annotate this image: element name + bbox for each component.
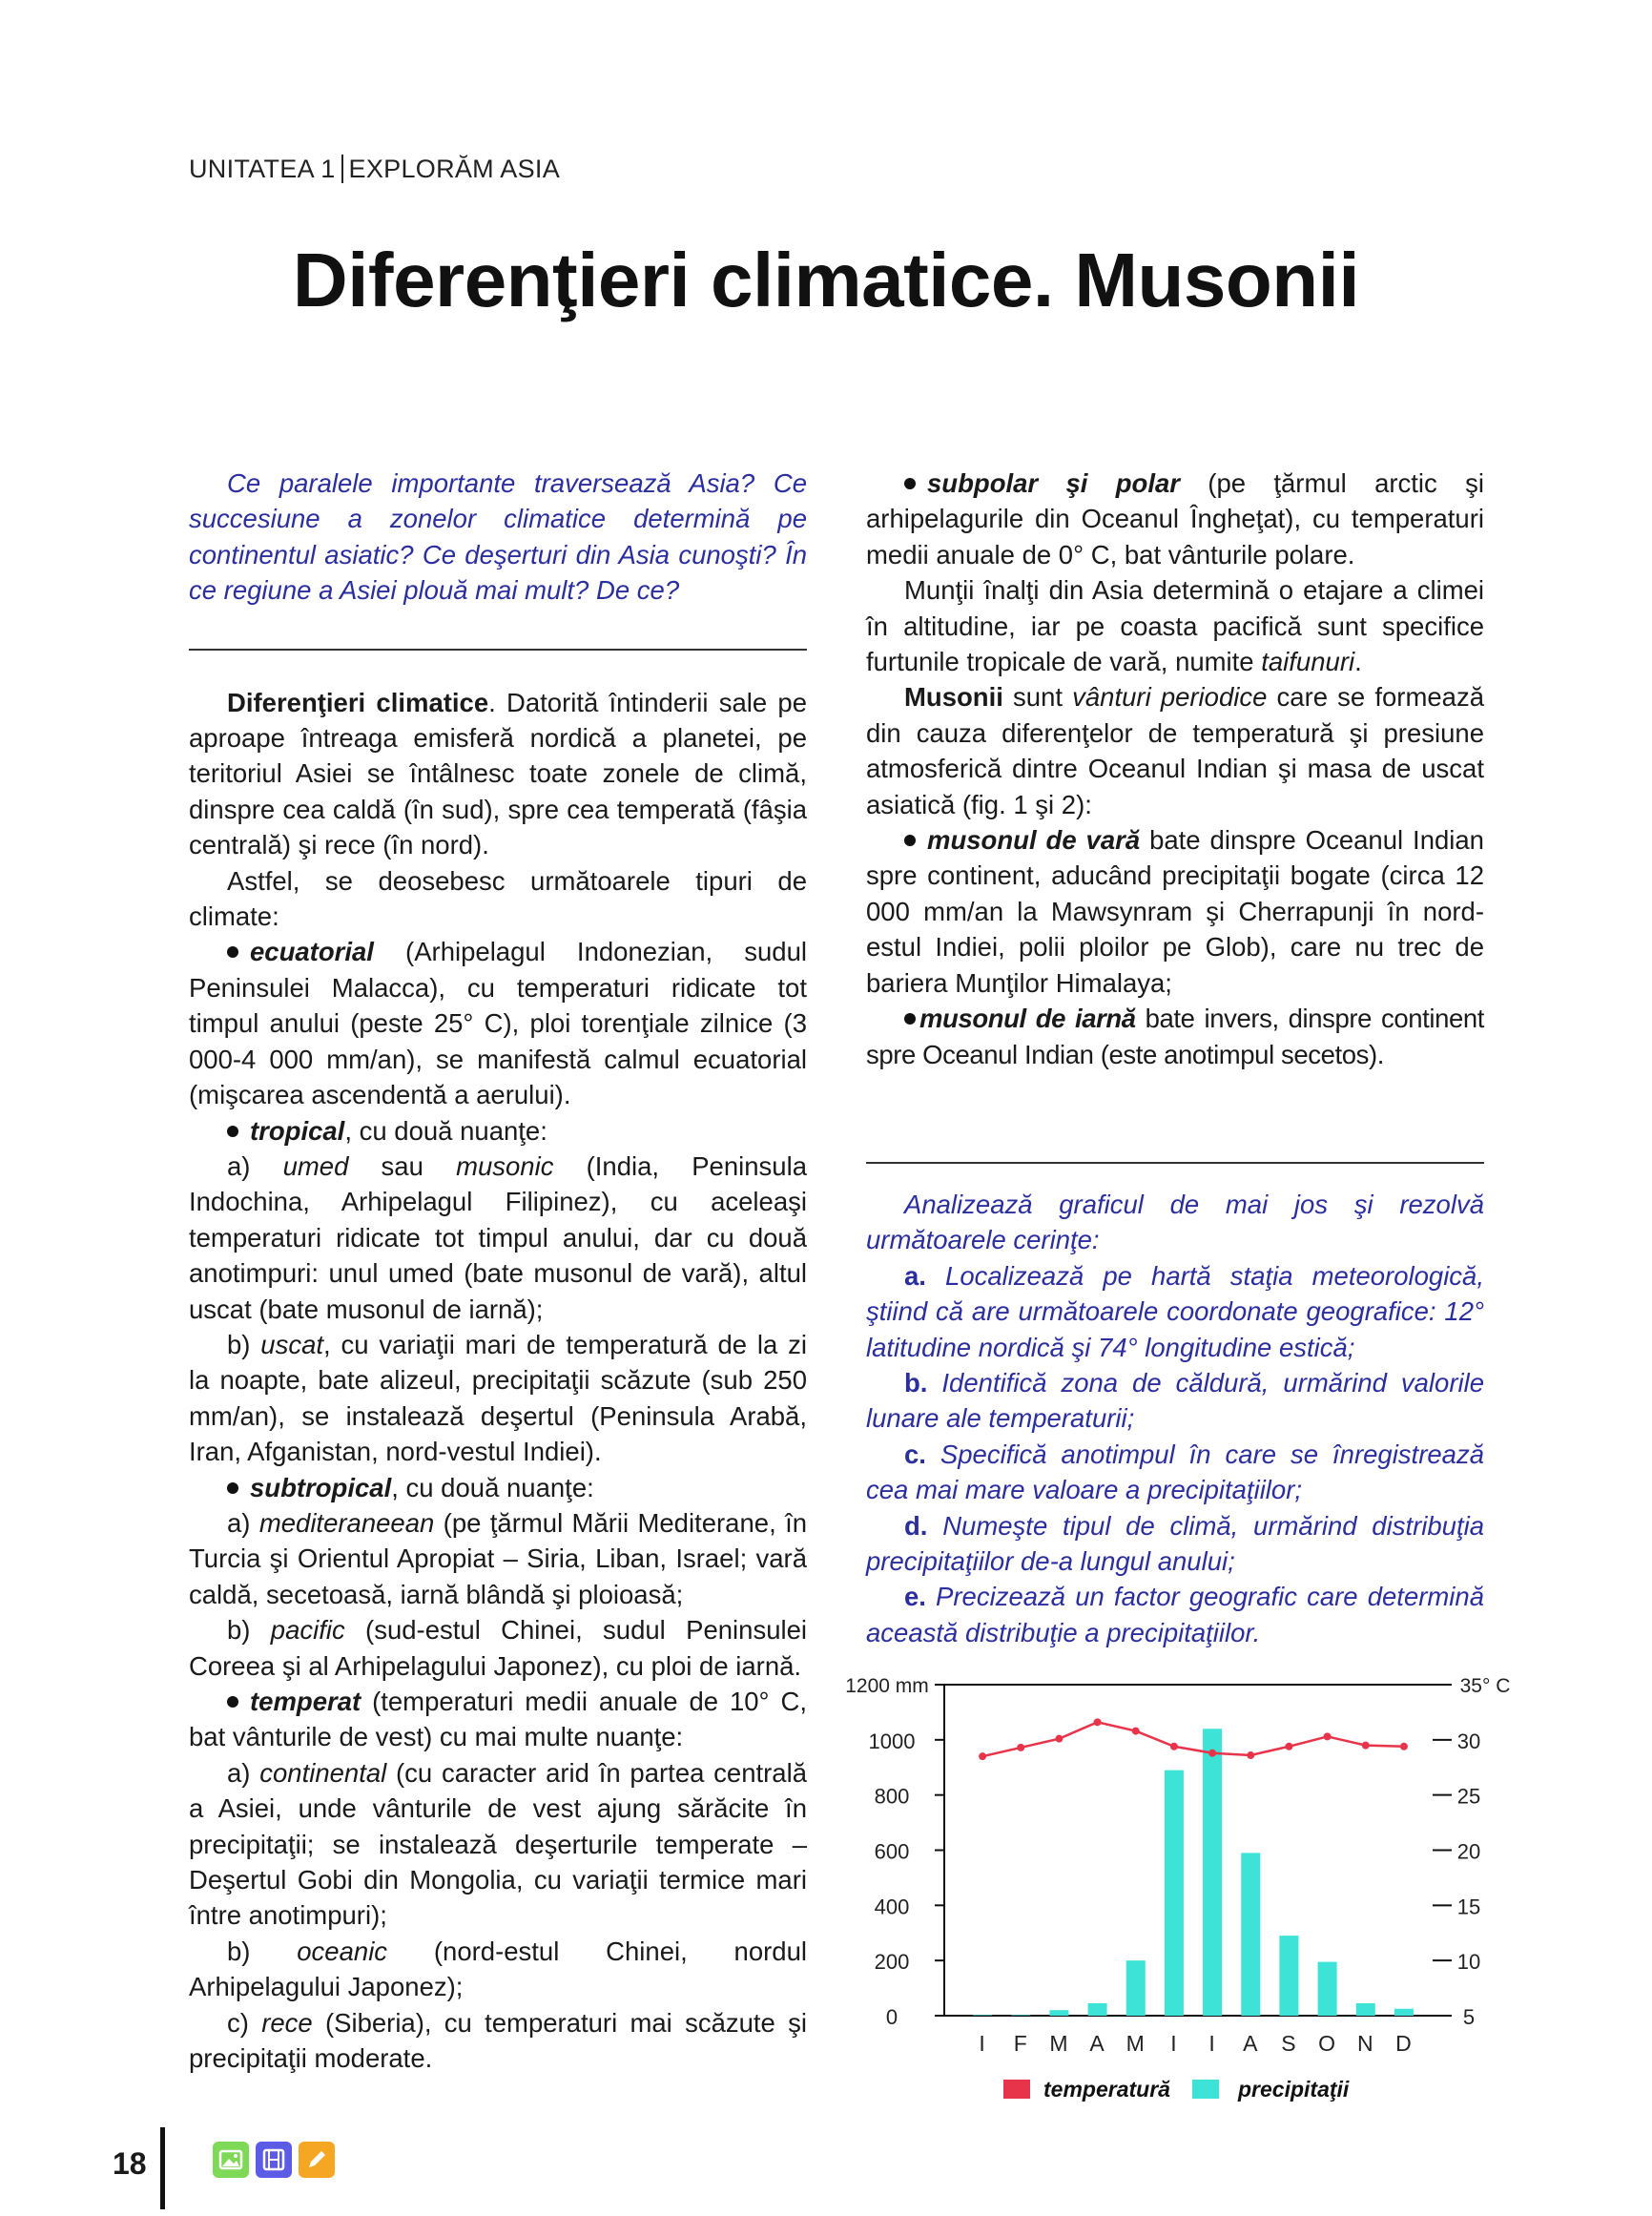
text: (pe ţărmul arctic şi arhipelagurile din Oceanul Îngheţat), cu temperaturi medii anuale de 0° C, bat vânturile polare. [866,468,1484,570]
precipitation-bar [1165,1771,1184,2016]
task-letter: d. [904,1510,928,1541]
exercise-task [866,1258,1484,1365]
bullet-icon [904,1013,916,1025]
footer-bar [160,2127,165,2209]
task-text: Numeşte tipul de climă, urmărind distribuţia precipitaţiilor de-a lungul anului; [866,1510,1484,1576]
y-left-tick-label: 1000 [868,1729,916,1753]
prefix: b) [227,1615,271,1646]
text: Munţii înalţi din Asia determină o etajare a climei în altitudine, iar pe coasta pacifică sunt specifice furtunile tropicale de vară, numite [866,575,1484,677]
month-label: I [1208,2031,1216,2056]
temperature-point [1017,1744,1024,1751]
task-letter: a. [904,1260,926,1291]
precipitation-bar [1011,2015,1030,2016]
y-left-tick-label: 400 [874,1895,910,1919]
legend-swatch-precipitation [1192,2080,1219,2099]
precipitation-bar [1318,1962,1337,2016]
term: Musonii [904,682,1003,713]
precipitation-bar [1394,2009,1414,2016]
exercise-task [866,1508,1484,1580]
text: sau [348,1150,457,1181]
term: uscat [260,1329,324,1359]
item-tropical [189,1113,807,1149]
paragraph-types-intro: Astfel, se deosebesc următoarele tipuri de climate: [189,865,807,932]
temperature-point [1400,1743,1408,1750]
term: vânturi periodice [1072,682,1268,713]
precipitation-bar [1356,2003,1375,2016]
text: (nord-estul Chinei, nordul Arhipelagului Japonez); [189,1936,807,2002]
task-letter: c. [904,1439,926,1469]
month-label: M [1049,2031,1069,2056]
intro-questions: Ce paralele importante traversează Asia? Ce succesiune a zonelor climatice determină pe continentul asiatic? Ce deşerturi din Asia cunoşti? În ce regiune a Asiei plouă mai mult? De ce? [189,468,807,606]
term: subpolar şi polar [927,468,1180,498]
prefix: b) [227,1329,261,1359]
temperature-point [979,1752,986,1760]
temperature-point [1208,1750,1216,1757]
exercise [866,1187,1484,1650]
legend-label-precipitation: precipitaţii [1238,2077,1350,2102]
text: bate invers, dinspre continent spre Oceanul Indian (este anotimpul secetos). [866,1004,1484,1069]
page-title: Diferenţieri climatice. Musonii [292,238,1360,322]
month-label: O [1318,2031,1337,2056]
prefix: a) [227,1757,260,1788]
bullet-icon [904,478,916,489]
month-label: N [1356,2031,1374,2056]
precipitation-bar [1241,1853,1260,2016]
item-subtropical-b [189,1612,807,1684]
temperature-point [1324,1732,1332,1740]
term: tropical [250,1115,345,1146]
text: , cu două nuanţe: [391,1472,594,1502]
month-label: I [1170,2031,1178,2056]
y-right-tick-label: 5 [1462,2005,1476,2029]
text: sunt [1002,682,1073,713]
image-icon[interactable] [213,2142,249,2178]
term: pacific [270,1615,345,1646]
task-text: Localizează pe hartă staţia meteorologică, ştiind că are următoarele coordonate geografice: 12° latitudine nordică şi 74° longitudine estică; [866,1260,1484,1362]
item-polar [866,466,1484,572]
term: mediteraneean [258,1507,435,1538]
film-icon[interactable] [256,2142,292,2178]
term: ecuatorial [250,937,374,967]
divider [189,649,807,651]
y-left-tick-label: 800 [874,1784,910,1809]
task-text: Identifică zona de căldură, urmărind valorile lunare ale temperaturii; [866,1367,1484,1434]
item-temperat [189,1684,807,1755]
text: (pe ţărmul Mării Mediterane, în Turcia şi Orientul Apropiat – Siria, Liban, Israel; vară caldă, secetoasă, iarnă blândă şi ploioasă; [189,1507,808,1609]
term: musonul de vară [927,825,1141,856]
y-left-top-label: 1200 mm [845,1675,929,1697]
term: subtropical [250,1472,392,1502]
temperature-point [1132,1728,1140,1735]
text: (temperaturi medii anuale de 10° C, bat vânturile de vest) cu mai multe nuanţe: [189,1687,807,1752]
item-temperat-b [189,1934,807,2005]
temperature-point [1055,1735,1063,1743]
header-separator [341,155,343,183]
unit-label: UNITATEA 1 [189,155,336,183]
precipitation-bar [1203,1729,1222,2016]
prefix: b) [227,1936,298,1966]
item-subtropical [189,1470,807,1505]
y-right-tick-label: 30 [1456,1729,1481,1753]
left-column [189,466,807,2076]
temperature-point [1170,1743,1178,1750]
paragraph-mountains [866,572,1484,679]
month-label: A [1089,2031,1105,2056]
text: , cu două nuanţe: [344,1115,547,1146]
precipitation-bar [1049,2010,1068,2016]
bullet-icon [904,835,916,846]
bullet-icon [227,1482,238,1494]
y-right-tick-label: 25 [1456,1784,1481,1809]
task-text: Precizează un factor geografic care determină această distribuţie a precipitaţiilor. [866,1582,1484,1647]
y-left-tick-label: 600 [874,1839,910,1864]
task-text: Specifică anotimpul în care se înregistrează cea mai mare valoare a precipitaţiilor; [866,1439,1484,1505]
item-summer-monsoon [866,822,1484,1001]
bullet-icon [227,946,238,958]
y-right-tick-label: 15 [1456,1895,1481,1919]
bullet-icon [227,1126,238,1137]
text: care se formează din cauza diferenţelor de temperatură şi presiune atmosferică dintre Oceanul Indian şi masa de uscat asiatică (fig. 1 şi 2): [866,682,1484,819]
divider [866,1162,1484,1164]
running-header [189,155,560,184]
prefix: a) [227,1507,259,1538]
item-temperat-a [189,1755,807,1934]
exercise-tasks [866,1258,1484,1650]
item-ecuatorial [189,934,807,1112]
text: (India, Peninsula Indochina, Arhipelagul Filipinez), cu aceleaşi temperaturi ridicate tot timpul anului, dar cu două anotimpuri: unul umed (bate musonul de vară), altul uscat (bate musonul de iarnă); [189,1150,807,1324]
y-right-tick-label: 20 [1456,1839,1481,1864]
precipitation-bar [1279,1936,1298,2016]
legend-label-temperature: temperatură [1043,2077,1170,2102]
item-winter-monsoon [866,1001,1484,1072]
exercise-task [866,1579,1484,1650]
term: temperat [250,1687,361,1716]
month-label: I [979,2031,986,2056]
text: (Arhipelagul Indonezian, sudul Peninsulei Malacca), cu temperaturi ridicate tot timpul anului (peste 25° C), ploi torenţiale zilnice (3 000-4 000 mm/an), se manifestă calmul ecuatorial (mişcarea ascendentă a aerului). [189,937,807,1110]
legend-swatch-temperature [1003,2080,1030,2099]
term: rece [261,2007,313,2038]
climate-chart-svg [839,1660,1526,2118]
y-right-tick-label: 10 [1456,1950,1481,1975]
text: , cu variaţii mari de temperatură de la zi la noapte, bate alizeul, precipitaţii scăzute (sub 250 mm/an), se instalează deşertul (Peninsula Arabă, Iran, Afganistan, nord-vestul Indiei). [189,1329,808,1467]
item-tropical-b [189,1327,807,1470]
climate-chart [839,1660,1526,2118]
precipitation-bar [973,2015,992,2016]
term: Diferenţieri climatice [227,687,489,717]
temperature-point [1247,1751,1254,1759]
term: taifunuri [1261,647,1355,677]
temperature-point [1285,1743,1292,1750]
item-tropical-a [189,1149,807,1327]
precipitation-bar [1088,2003,1107,2016]
month-label: F [1013,2031,1028,2056]
page-number: 18 [113,2146,147,2181]
exercise-task [866,1365,1484,1437]
pencil-icon[interactable] [299,2142,335,2178]
y-right-top-label: 35° C [1459,1675,1511,1697]
exercise-intro: Analizează graficul de mai jos şi rezolvă următoarele cerinţe: [866,1189,1484,1255]
term: oceanic [297,1936,388,1966]
month-label: M [1125,2031,1146,2056]
temperature-point [1362,1742,1370,1750]
prefix: c) [227,2007,262,2038]
text: . Datorită întinderii sale pe aproape întreaga emisferă nordică a planetei, pe teritoriul Asiei se întâlnesc toate zonele de climă, dinspre cea caldă (în sud), spre cea temperată (fâşia centrală) şi rece (în nord). [189,687,808,860]
paragraph-climate-differences [189,685,807,863]
task-letter: e. [904,1582,926,1612]
text: (sud-estul Chinei, sudul Peninsulei Coreea şi al Arhipelagului Japonez), cu ploi de iarnă. [189,1615,807,1681]
text: (cu caracter arid în partea centrală a Asiei, unde vânturile de vest ajung sărăcite în precipitaţii; se instalează deşerturile temperate – Deşertul Gobi din Mongolia, cu variaţii termice mari între anotimpuri); [189,1757,808,1931]
text: (Siberia), cu temperaturi mai scăzute şi precipitaţii moderate. [189,2007,807,2074]
term: musonul de iarnă [919,1004,1136,1034]
text: bate dinspre Oceanul Indian spre continent, aducând precipitaţii bogate (circa 12 000 mm/an la Mawsynram şi Cherrapunji în nord-estul Indiei, polii ploilor pe Glob), care nu trec de bariera Munţilor Himalaya; [866,825,1484,998]
month-label: A [1243,2031,1259,2056]
task-letter: b. [904,1367,928,1398]
y-left-tick-label: 200 [874,1950,910,1975]
bullet-icon [227,1696,238,1708]
temperature-line [982,1722,1404,1756]
right-column [866,466,1484,1650]
term: continental [259,1757,387,1788]
precipitation-bar [1126,1960,1146,2016]
exercise-task [866,1437,1484,1508]
paragraph-monsoons [866,679,1484,822]
month-label: S [1281,2031,1297,2056]
prefix: a) [227,1150,283,1181]
item-temperat-c [189,2005,807,2077]
section-label: EXPLORĂM ASIA [348,155,561,183]
term: umed [282,1150,349,1181]
temperature-point [1094,1718,1102,1726]
text: . [1354,647,1362,677]
term: musonic [456,1150,554,1181]
page-footer [113,2127,494,2213]
month-label: D [1395,2031,1413,2056]
y-left-tick-label: 0 [885,2005,898,2029]
item-subtropical-a [189,1505,807,1612]
